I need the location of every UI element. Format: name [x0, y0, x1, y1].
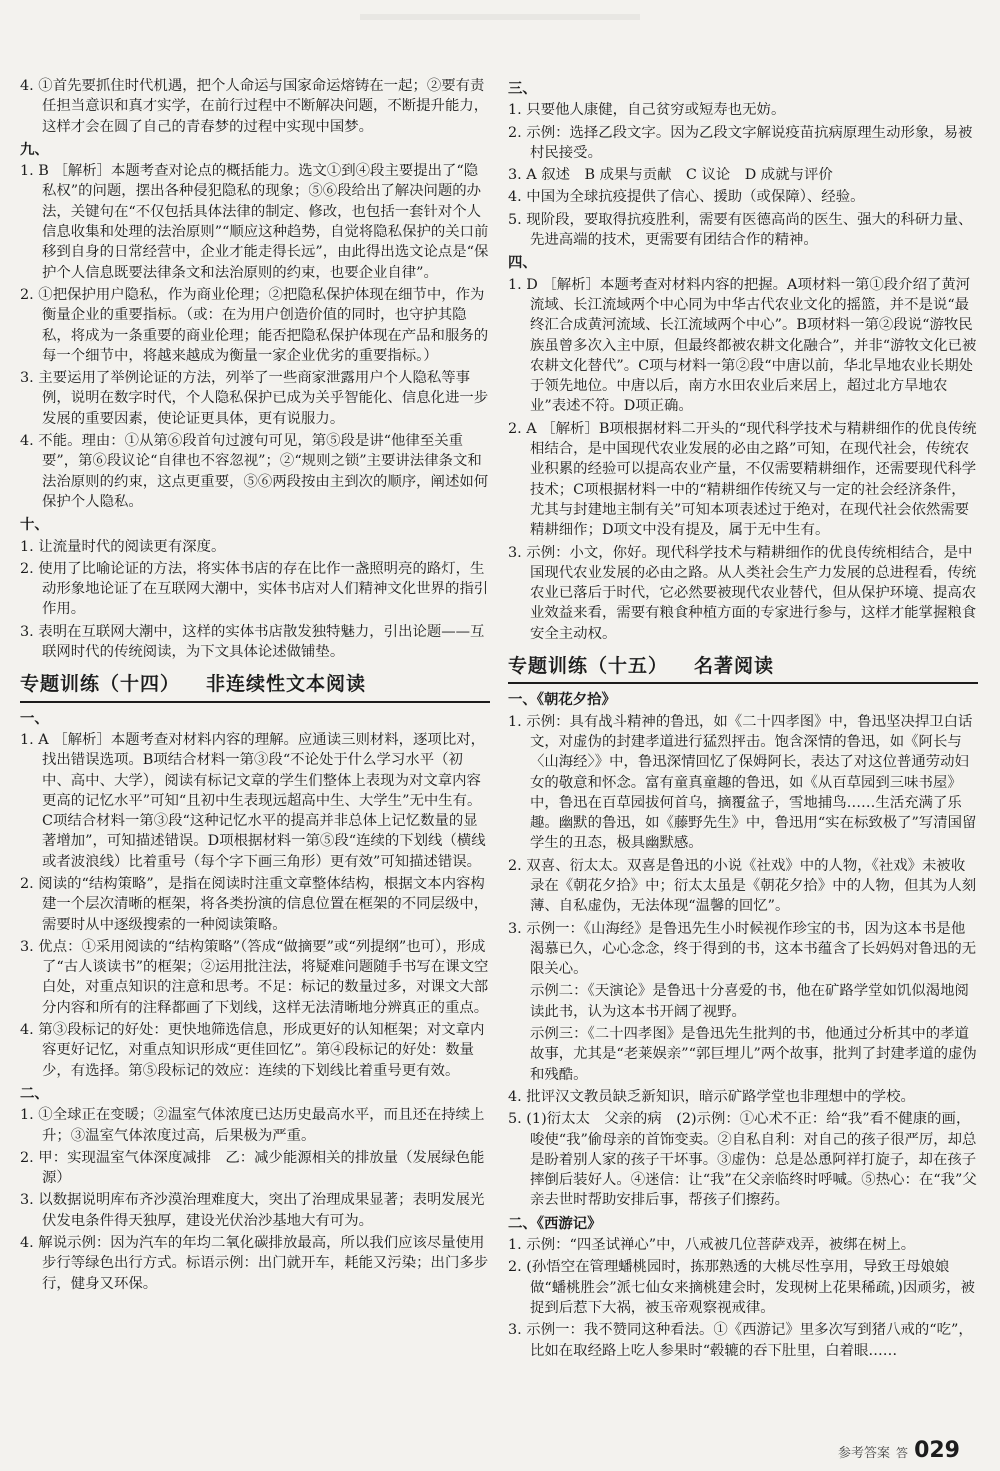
answer-paragraph: 2. (孙悟空在管理蟠桃园时，拣那熟透的大桃尽性享用，导致王母娘娘做“蟠桃胜会”派七仙女来摘桃建会时，发现树上花果稀疏，)因顽劣，被捉到后惹下大祸，被玉帝观察视戒律。 — [508, 1259, 975, 1316]
heading-series: 专题训练（十四） — [20, 673, 181, 696]
answer-paragraph: 4. 批评汉文教员缺乏新知识，暗示矿路学堂也非理想中的学校。 — [508, 1088, 915, 1105]
answer-paragraph: 1. ①全球正在变暖；②温室气体浓度已达历史最高水平，而且还在持续上升；③温室气体浓度过高，后果极为严重。 — [20, 1107, 485, 1144]
page-top-strip — [360, 14, 640, 20]
answer-paragraph: 1. 示例：具有战斗精神的鲁迅，如《二十四孝图》中，鲁迅坚决捍卫白话文，对虚伪的封建孝道进行猛烈抨击。饱含深情的鲁迅，如《阿长与〈山海经〉》中，鲁迅深情回忆了保姆阿长，表达了对这位普通劳动妇女的敬意和怀念。富有童真童趣的鲁迅，如《从百草园到三味书屋》中，鲁迅在百草园拔何首乌，摘覆盆子，雪地捕鸟……生活充满了乐趣。幽默的鲁迅，如《藤野先生》中，鲁迅用“实在标致极了”写清国留学生的丑态，极具幽默感。 — [508, 713, 977, 852]
answer-paragraph: 示例二：《天演论》是鲁迅十分喜爱的书，他在矿路学堂如饥似渴地阅读此书，认为这本书开阔了视野。 — [530, 983, 969, 1020]
answer-paragraph: 1. A ［解析］本题考查对材料内容的理解。应通读三则材料，逐项比对，找出错误选项。B项结合材料一第③段“不论处于什么学习水平（初中、高中、大学），阅读有标记文章的学生们整体上表现为对文章内容更高的记忆水平”可知“且初中生表现远超高中生、大学生”无中生有。C项结合材料一第③段“这种记忆水平的提高并非总体上记忆数量的显著增加”，可知描述错误。D项根据材料一第⑤段“连续的下划线（横线或者波浪线）比着重号（每个字下画三角形）更有效”可知描述错误。 — [20, 731, 486, 870]
answer-paragraph: 1. 只要他人康健，自己贫穷或短寿也无妨。 — [508, 102, 786, 119]
heading-series: 专题训练（十五） — [508, 655, 669, 678]
page-footer — [838, 1438, 960, 1463]
answer-paragraph: 5. 现阶段，要取得抗疫胜利，需要有医德高尚的医生、强大的科研力量、先进高端的技术，更需要有团结合作的精神。 — [508, 211, 973, 249]
answer-paragraph: 3. 以数据说明库布齐沙漠治理难度大，突出了治理成果显著；表明发展光伏发电条件得天独厚，建设光伏治沙基地大有可为。 — [20, 1192, 485, 1229]
answer-paragraph: 3. 示例：小文，你好。现代科学技术与精耕细作的优良传统相结合，是中国现代农业发展的必由之路。从人类社会生产力发展的总进程看，传统农业已落后于时代，它必然要被现代农业替代，但从保护环境、提高农业效益来看，需要有粮食种植方面的专家进行参与，这样才能掌握粮食安全主动权。 — [508, 544, 977, 642]
answer-paragraph: 2. 使用了比喻论证的方法，将实体书店的存在比作一盏照明亮的路灯，生动形象地论证了在互联网大潮中，实体书店对人们精神文化世界的指引作用。 — [20, 560, 489, 618]
answer-paragraph: 3. 示例一：《山海经》是鲁迅先生小时候视作珍宝的书，因为这本书是他渴慕已久，心心念念，终于得到的书，这本书蕴含了长妈妈对鲁迅的无限关心。 — [508, 920, 977, 978]
section-label: 一、《朝花夕拾》 — [508, 691, 616, 709]
page-number: 029 — [914, 1438, 960, 1463]
answer-paragraph: 2. 示例：选择乙段文字。因为乙段文字解说疫苗抗病原理生动形象，易被村民接受。 — [508, 124, 973, 161]
answer-paragraph: 3. 示例一：我不赞同这种看法。①《西游记》里多次写到猪八戒的“吃”，比如在取经路上吃人参果时“毂辘的吞下肚里，白着眼…… — [508, 1322, 973, 1359]
answer-paragraph: 2. ①把保护用户隐私，作为商业伦理；②把隐私保护体现在细节中，作为衡量企业的重要指标。（或：在为用户创造价值的同时，也守护其隐私，将成为一条重要的商业伦理；能否把隐私保护体现在产品和服务的每一个细节中，将越来越成为衡量一家企业优劣的重要指标。） — [20, 286, 489, 364]
answer-paragraph: 1. B ［解析］本题考查对论点的概括能力。选文①到④段主要提出了“隐私权”的问题，摆出各种侵犯隐私的现象；⑤⑥段给出了解决问题的办法，关键句在“不仅包括具体法律的制定、修改，也包括一套针对个人信息收集和处理的法治原则”“顺应这种趋势，自觉将隐私保护的关口前移到自身的日常经营中，企业才能走得长远”，由此得出选文论点是“保护个人信息既要法律条文和法治原则的约束，也要企业自律”。 — [20, 163, 489, 281]
section-heading — [20, 670, 490, 702]
left-column — [20, 76, 490, 1296]
section-label: 三、 — [508, 80, 537, 97]
answer-paragraph: 2. 甲：实现温室气体深度减排 乙：减少能源相关的排放量（发展绿色能源） — [20, 1149, 485, 1187]
answer-paragraph: 示例三：《二十四孝图》是鲁迅先生批判的书，他通过分析其中的孝道故事，尤其是“老莱娱亲”“郭巨埋儿”两个故事，批判了封建孝道的虚伪和残酷。 — [530, 1026, 977, 1083]
section-label: 九、 — [20, 140, 49, 158]
answer-paragraph: 1. 让流量时代的阅读更有深度。 — [20, 538, 226, 555]
section-label: 二、《西游记》 — [508, 1214, 602, 1232]
answer-paragraph: 5. (1)衍太太 父亲的病 (2)示例：①心术不正：给“我”看不健康的画，唆使“我”偷母亲的首饰变卖。②自私自利：对自己的孩子很严厉，却总是盼着别人家的孩子干坏事。③虚伪：总是怂恿阿祥打旋子，却在孩子摔倒后装好人。④迷信：让“我”在父亲临终时呼喊。⑤热心：在“我”父亲去世时帮助安排后事，帮孩子们擦药。 — [508, 1111, 977, 1209]
answer-paragraph: 1. 示例：“四圣试禅心”中，八戒被几位菩萨戏弄，被绑在树上。 — [508, 1237, 916, 1254]
footer-mark: 答 — [896, 1446, 909, 1460]
section-label: 一、 — [20, 709, 49, 727]
answer-paragraph: 4. 不能。理由：①从第⑥段首句过渡句可见，第⑤段是讲“他律至关重要”，第⑥段议论“自律也不容忽视”；②“规则之锁”主要讲法律条文和法治原则的约束，这点更重要，⑤⑥两段按由主到次的顺序，阐述如何保护个人隐私。 — [20, 433, 489, 510]
answer-paragraph: 3. 表明在互联网大潮中，这样的实体书店散发独特魅力，引出论题——互联网时代的传统阅读，为下文具体论述做铺垫。 — [20, 623, 485, 661]
answer-paragraph: 2. 双喜、衍太太。双喜是鲁迅的小说《社戏》中的人物，《社戏》未被收录在《朝花夕拾》中；衍太太虽是《朝花夕拾》中的人物，但其为人刻薄、自私虚伪，无法体现“温馨的回忆”。 — [508, 857, 977, 915]
answer-paragraph: 4. 第③段标记的好处：更快地筛选信息，形成更好的认知框架；对文章内容更好记忆，对重点知识形成“更佳回忆”。第④段标记的好处：数量少，有选择。第⑤段标记的效应：连续的下划线比着重号更有效。 — [20, 1022, 485, 1079]
section-label: 二、 — [20, 1084, 49, 1102]
heading-topic: 非连续性文本阅读 — [206, 673, 367, 696]
answer-paragraph: 2. A ［解析］B项根据材料二开头的“现代科学技术与精耕细作的优良传统相结合，是中国现代农业发展的必由之路”可知，在现代社会，传统农业积累的经验可以提高农业产量，不仅需要精耕细作，还需要现代科学技术；C项根据材料一中的“精耕细作传统又与一定的社会经济条件，尤其与封建地主制有关”可知本项表述过于绝对，在现代社会依然需要精耕细作；D项文中没有提及，属于无中生有。 — [508, 420, 977, 539]
answer-paragraph: 4. 中国为全球抗疫提供了信心、援助（或保障）、经验。 — [508, 189, 865, 206]
answer-paragraph: 1. D ［解析］本题考查对材料内容的把握。A项材料一第①段介绍了黄河流域、长江流域两个中心同为中华古代农业文化的摇篮，并不是说“最终汇合成黄河流域、长江流域两个中心”。B项材料一第②段说“游牧民族虽曾多次入主中原，但最终都被农耕文化融合”，并非“游牧文化已被农耕文化替代”。C项与材料一第②段“中唐以前，华北旱地农业长期处于领先地位。中唐以后，南方水田农业后来居上，超过北方旱地农业”表述不符。D项正确。 — [508, 276, 977, 415]
right-column — [508, 76, 978, 1363]
section-heading — [508, 652, 978, 684]
answer-paragraph: 2. 阅读的“结构策略”，是指在阅读时注重文章整体结构，根据文本内容构建一个层次清晰的框架，将各类扮演的信息位置在框架的不同层级中，需要时从中逐级搜索的一种阅读策略。 — [20, 875, 489, 933]
section-label: 十、 — [20, 516, 49, 534]
answer-paragraph: 4. 解说示例：因为汽车的年均二氧化碳排放最高，所以我们应该尽量使用步行等绿色出行方式。标语示例：出门就开车，耗能又污染；出门多步行，健身又环保。 — [20, 1235, 489, 1292]
heading-topic: 名著阅读 — [694, 655, 775, 678]
answer-paragraph: 3. 优点：①采用阅读的“结构策略”（答成“做摘要”或“列提纲”也可），形成了“古人谈读书”的框架；②运用批注法，将疑难问题随手书写在课文空白处，对重点知识的注意和思考。不足：标记的数量过多，对课文大部分内容和所有的注释都画了下划线，这样无法清晰地分辨真正的重点。 — [20, 938, 489, 1016]
section-label: 四、 — [508, 254, 537, 272]
footer-label: 参考答案 — [838, 1446, 891, 1461]
answer-paragraph: 3. A 叙述 B 成果与贡献 C 议论 D 成就与评价 — [508, 167, 833, 184]
answer-paragraph: 4. ①首先要抓住时代机遇，把个人命运与国家命运熔铸在一起；②要有责任担当意识和真才实学，在前行过程中不断解决问题，不断提升能力，这样才会在圆了自己的青春梦的过程中实现中国梦。 — [20, 78, 489, 135]
answer-paragraph: 3. 主要运用了举例论证的方法，列举了一些商家泄露用户个人隐私等事例，说明在数字时代，个人隐私保护已成为关乎智能化、信息化进一步发展的重要因素，使论证更具体，更有说服力。 — [20, 370, 489, 427]
